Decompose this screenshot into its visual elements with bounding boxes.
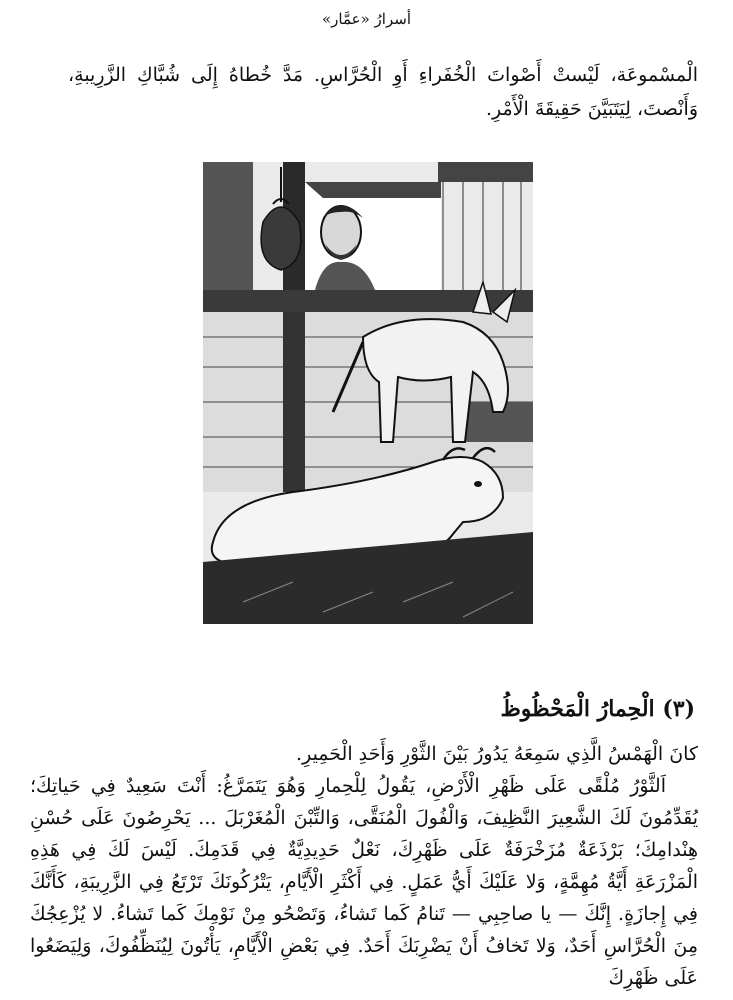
top-paragraph: الْمسْموعَة، لَيْستْ أَصْواتَ الْخُفَراءِ أَوِ الْحُرَّاسِ. مَدَّ خُطاهُ إِلَى شُبَّاكِ الزَّرِيبةِ، وَأَنْصتَ، لِيَتَبَيَّنَ حَقِيقَةَ الْأَمْرِ.: [68, 64, 698, 120]
chapter-body: [30, 738, 698, 994]
illustration: [203, 162, 533, 624]
chapter-paragraph-1: كانَ الْهَمْسُ الَّذِي سَمِعَهُ يَدُورُ بَيْنَ الثَّوْرِ وَأَحَدِ الْحَمِيرِ.: [296, 743, 698, 765]
chapter-title: (٣) الْحِمارُ الْمَحْظُوظُ: [500, 696, 695, 722]
barn-scene-drawing: [203, 162, 533, 624]
chapter-paragraph-2: اَلثَّوْرُ مُلْقًى عَلَى ظَهْرِ الْأَرْضِ، يَقُولُ لِلْحِمارِ وَهُوَ يَتَمَرَّغُ: أَنْتَ سَعِيدٌ فِي حَياتِكَ؛ يُقَدِّمُونَ لَكَ الشَّعِيرَ النَّظِيفَ، وَالْفُولَ الْمُنَقَّى، وَالتِّبْنَ الْمُغَرْبَلَ ... يَحْرِصُونَ عَلَى حُسْنِ هِنْدامِكَ؛ بَرْذَعَةٌ مُزَخْرَفَةٌ عَلَى ظَهْرِكَ، نَعْلٌ حَدِيدِيَّةٌ فِي قَدَمِكَ. لَيْسَ لَكَ فِي هَذِهِ الْمَزْرَعَةِ أَيَّةُ مُهِمَّةٍ، وَلا عَلَيْكَ أَيُّ عَمَلٍ. فِي أَكْثَرِ الْأَيَّامِ، يَتْرُكُونَكَ تَرْتَعُ فِي الزَّرِيبَةِ، كَأَنَّكَ فِي إِجازَةٍ. إِنَّكَ — يا صاحِبِي — تَنامُ كَما تَشاءُ، وَتَصْحُو مِنْ نَوْمِكَ كَما تَشاءُ. لا يُزْعِجُكَ مِنَ الْحُرَّاسِ أَحَدٌ، وَلا تَخافُ أَنْ يَضْرِبَكَ أَحَدٌ. فِي بَعْضِ الْأَيَّامِ، يَأْتُونَ لِيُنَظِّفُوكَ، وَلِيَضَعُوا عَلَى ظَهْرِكَ: [30, 775, 698, 989]
page-header: أسرارُ «عمَّار»: [322, 10, 411, 28]
